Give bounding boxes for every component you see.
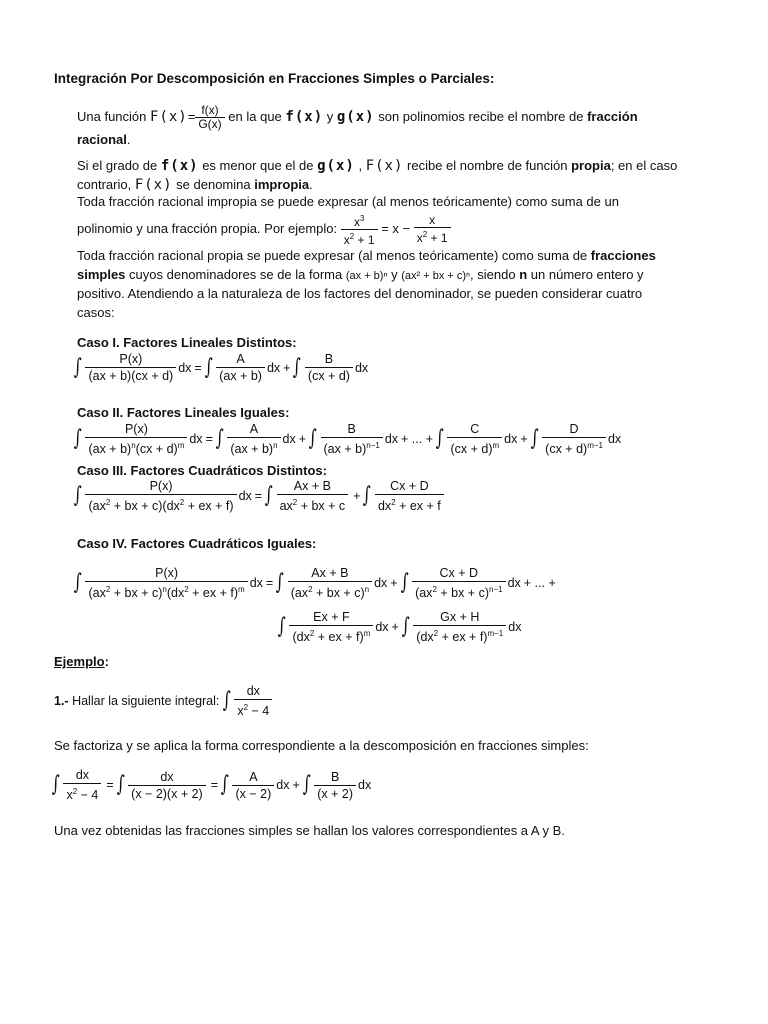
text: polinomio y una fracción propia. Por ejemplo: <box>77 220 338 236</box>
page-title: Integración Por Descomposición en Fracciones Simples o Parciales: <box>54 71 495 86</box>
math-Fx: F(x) <box>134 176 173 193</box>
text: Toda fracción racional impropia se puede expresar (al menos teóricamente) como suma de un <box>77 194 619 209</box>
fraction-example-2 <box>414 214 451 245</box>
case-4-formula-line-2: ∫ $\frac{Ex + F}{(dx^2 + ex + f)^m}$ dx + ∫ $\frac{Gx + H}{(dx^2 + ex + f)^{m-1}}$ dx <box>277 610 522 645</box>
text: recibe el nombre de función <box>407 158 568 173</box>
intro-paragraph-4 <box>77 247 715 322</box>
bold-term: fracción <box>587 108 638 124</box>
text: positivo. Atendiendo a la naturaleza de los factores del denominador, se pueden considerar cuatro <box>77 286 643 301</box>
text: se denomina <box>176 176 251 192</box>
intro-paragraph-1: Una función F(x)= $\frac{f(x)}{G(x)}$ en la que f(x) y g(x) son polinomios recibe el nombre de fracción racional. <box>77 103 638 147</box>
text: es menor que el de <box>202 158 314 173</box>
math-gx: g(x) <box>336 108 375 125</box>
text: Si el grado de <box>77 158 158 173</box>
intro-paragraph-2: Si el grado de f(x) es menor que el de g(x) , F(x) recibe el nombre de función propia; en el caso contrario, F(x) se denomina impropia. <box>77 158 678 193</box>
text: , siendo <box>470 266 516 282</box>
bold-term: n <box>519 266 528 282</box>
text: y <box>326 108 334 124</box>
example-1-statement: 1.- Hallar la siguiente integral: ∫ $\frac{dx}{x^2 - 4}$ <box>54 684 274 718</box>
bold-term: impropia <box>254 176 310 192</box>
math-Fx: F(x) <box>365 158 404 174</box>
text: en la que <box>228 108 282 124</box>
case-1-formula: ∫ $\frac{P(x)}{(ax + b)(cx + d)}$ dx = ∫ $\frac{A}{(ax + b)}$ dx + ∫ $\frac{B}{(cx + d)}$ dx <box>73 352 369 383</box>
math-fx: f(x) <box>160 158 199 174</box>
bold-term: fracciones <box>590 248 656 263</box>
denominator: $x^2 + 1$ <box>341 229 378 247</box>
text: contrario, <box>77 176 132 192</box>
final-text: Una vez obtenidas las fracciones simples se hallan los valores correspondientes a A y B. <box>54 823 565 838</box>
factor-text: Se factoriza y se aplica la forma correspondiente a la descomposición en fracciones simples: <box>54 738 589 753</box>
text: cuyos denominadores se de la forma <box>129 266 343 282</box>
bold-term: propia <box>571 158 611 173</box>
text: Hallar la siguiente integral: <box>72 694 220 709</box>
denominator: $x^2 + 1$ <box>414 227 451 245</box>
case-2-heading: Caso II. Factores Lineales Iguales: <box>77 405 290 420</box>
case-2-formula: ∫ $\frac{P(x)}{(ax + b)^n(cx + d)^m}$ dx = ∫ $\frac{A}{(ax + b)^n}$ dx + ∫ $\frac{B}{(ax + b)^{n-1}}$ dx + ... + ∫ $\frac{C}{(cx + d)^m}$ dx + ∫ $\frac{D}{(cx + d)^{m-1}}$ dx <box>73 422 622 457</box>
example-number: 1.- <box>54 694 69 709</box>
numerator: f(x) <box>201 103 219 117</box>
case-1-heading: Caso I. Factores Lineales Distintos: <box>77 335 297 350</box>
form-linear: (ax + b)ⁿ <box>345 269 388 282</box>
math-gx: g(x) <box>317 158 355 174</box>
numerator: $x^3$ <box>353 213 365 229</box>
text: ; en el caso <box>610 158 678 173</box>
case-4-formula-line-1: ∫ $\frac{P(x)}{(ax^2 + bx + c)^n(dx^2 + ex + f)^m}$ dx = ∫ $\frac{Ax + B}{(ax^2 + bx + c)^n}$ dx + ∫ $\frac{Cx + D}{(ax^2 + bx + c)^{n-1}}$ dx + ... + <box>73 566 556 601</box>
text: son polinomios recibe el nombre de <box>378 108 584 124</box>
example-heading <box>54 654 109 669</box>
text: Toda fracción racional propia se puede expresar (al menos teóricamente) como suma de <box>77 248 588 263</box>
form-quadratic: (ax² + bx + c)ⁿ <box>401 269 471 282</box>
bold-term: simples <box>77 266 126 282</box>
intro-paragraph-3: Toda fracción racional impropia se puede expresar (al menos teóricamente) como suma de un polinomio y una fracción propia. Por ejemplo: $\frac{x^3}{x^2 + 1}$ = x − $\frac{x}{x^2 + 1}$ <box>77 194 619 247</box>
math-fx: f(x) <box>285 108 324 125</box>
fraction-example <box>341 212 378 247</box>
example-decomposition: ∫ $\frac{dx}{x^2 - 4}$ = ∫ $\frac{dx}{(x - 2)(x + 2)}$ = ∫ $\frac{A}{(x - 2)}$ dx + ∫ $\frac{B}{(x + 2)}$ dx <box>51 768 372 803</box>
text: casos: <box>77 304 115 320</box>
numerator: x <box>429 212 436 227</box>
fraction-f-over-G <box>195 104 224 131</box>
denominator: G(x) <box>195 117 224 131</box>
case-3-heading: Caso III. Factores Cuadráticos Distintos: <box>77 463 327 478</box>
text: Una función <box>77 108 147 124</box>
case-3-formula: ∫ $\frac{P(x)}{(ax^2 + bx + c)(dx^2 + ex + f)}$ dx = ∫ $\frac{Ax + B}{ax^2 + bx + c}$ + ∫ $\frac{Cx + D}{dx^2 + ex + f}$ <box>74 479 446 513</box>
colon: : <box>104 654 109 669</box>
text: y <box>391 266 398 282</box>
bold-term: racional <box>77 132 127 147</box>
case-4-heading: Caso IV. Factores Cuadráticos Iguales: <box>77 536 317 551</box>
text: un número entero y <box>530 266 644 282</box>
example-label: Ejemplo <box>54 654 105 669</box>
math-Fx: F(x) <box>150 108 188 125</box>
